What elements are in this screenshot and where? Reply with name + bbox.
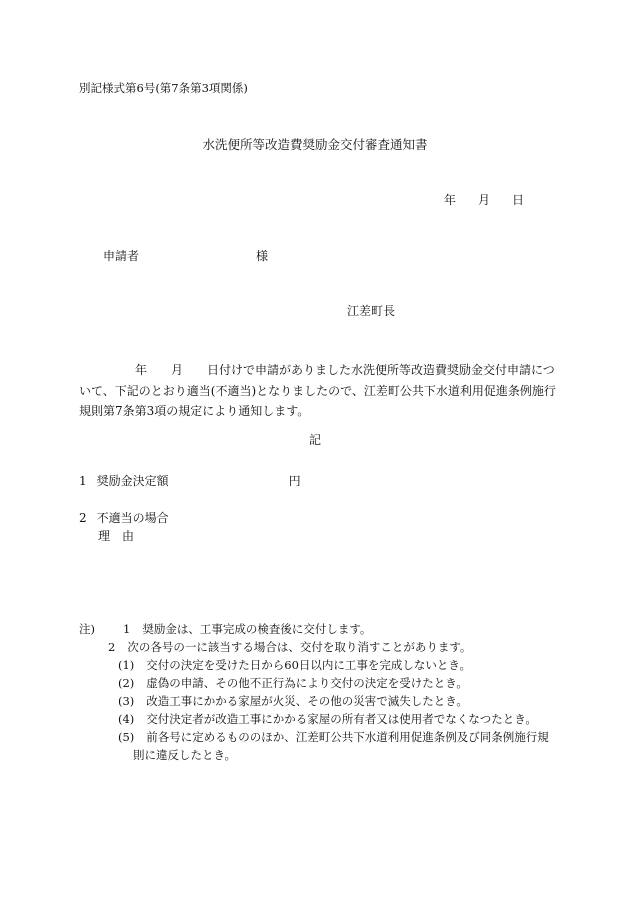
note-item — [118, 714, 537, 726]
applicant-label: 申請者 — [103, 249, 140, 263]
note-item-text: 交付の決定を受けた日から60日以内に工事を完成しないとき。 — [146, 658, 471, 672]
note1-text: 奨励金は、工事完成の検査後に交付します。 — [142, 622, 372, 636]
form-number: 別記様式第6号(第7条第3項関係) — [79, 81, 248, 95]
note2-number: 2 — [108, 640, 116, 654]
note-item-continuation: 則に違反したとき。 — [133, 748, 237, 762]
item-award-amount — [79, 475, 301, 487]
item2-number: 2 — [79, 511, 87, 525]
item1-unit: 円 — [288, 474, 301, 488]
applicant-suffix: 様 — [256, 249, 269, 263]
date-day: 日 — [512, 193, 525, 207]
note-1 — [79, 624, 371, 636]
note-item-number: (1) — [118, 658, 135, 672]
notes-section — [79, 624, 579, 774]
body-line: 年 月 日付けで申請がありました水洗便所等改造費奨励金交付申請につ — [135, 363, 555, 377]
item1-label: 奨励金決定額 — [96, 474, 169, 488]
note2-text: 次の各号の一に該当する場合は、交付を取り消すことがあります。 — [127, 640, 472, 654]
notes-prefix: 注) — [79, 622, 95, 636]
note-item-text: 交付決定者が改造工事にかかる家屋の所有者又は使用者でなくなつたとき。 — [146, 712, 537, 726]
note-item-number: (4) — [118, 712, 135, 726]
note-item — [118, 732, 549, 744]
notice-body — [79, 360, 559, 422]
ki-heading: 記 — [308, 433, 321, 447]
item2-label: 不適当の場合 — [96, 511, 169, 525]
note-item — [118, 660, 471, 672]
note1-number: 1 — [123, 622, 131, 636]
note-item-number: (3) — [118, 694, 135, 708]
note-item-number: (5) — [118, 730, 135, 744]
note-2 — [108, 642, 471, 654]
reason-label: 理 由 — [98, 529, 135, 543]
note-item — [118, 696, 468, 708]
body-line: いて、下記のとおり適当(不適当)となりましたので、江差町公共下水道利用促進条例施行 — [79, 383, 556, 398]
date-month: 月 — [478, 193, 491, 207]
document-title: 水洗便所等改造費奨励金交付審査通知書 — [202, 137, 428, 152]
item-inappropriate — [79, 512, 169, 524]
note-item-number: (2) — [118, 676, 135, 690]
note-item-text: 虚偽の申請、その他不正行為により交付の決定を受けたとき。 — [146, 676, 468, 690]
note-item — [118, 678, 468, 690]
body-line: 規則第7条第3項の規定により通知します。 — [79, 404, 310, 418]
date-line — [444, 194, 524, 206]
date-year: 年 — [444, 193, 457, 207]
item1-number: 1 — [79, 474, 87, 488]
note-item-text: 前各号に定めるもののほか、江差町公共下水道利用促進条例及び同条例施行規 — [146, 730, 549, 744]
note-item-text: 改造工事にかかる家屋が火災、その他の災害で滅失したとき。 — [146, 694, 468, 708]
applicant-line — [103, 250, 268, 262]
issuer-name: 江差町長 — [347, 304, 396, 318]
